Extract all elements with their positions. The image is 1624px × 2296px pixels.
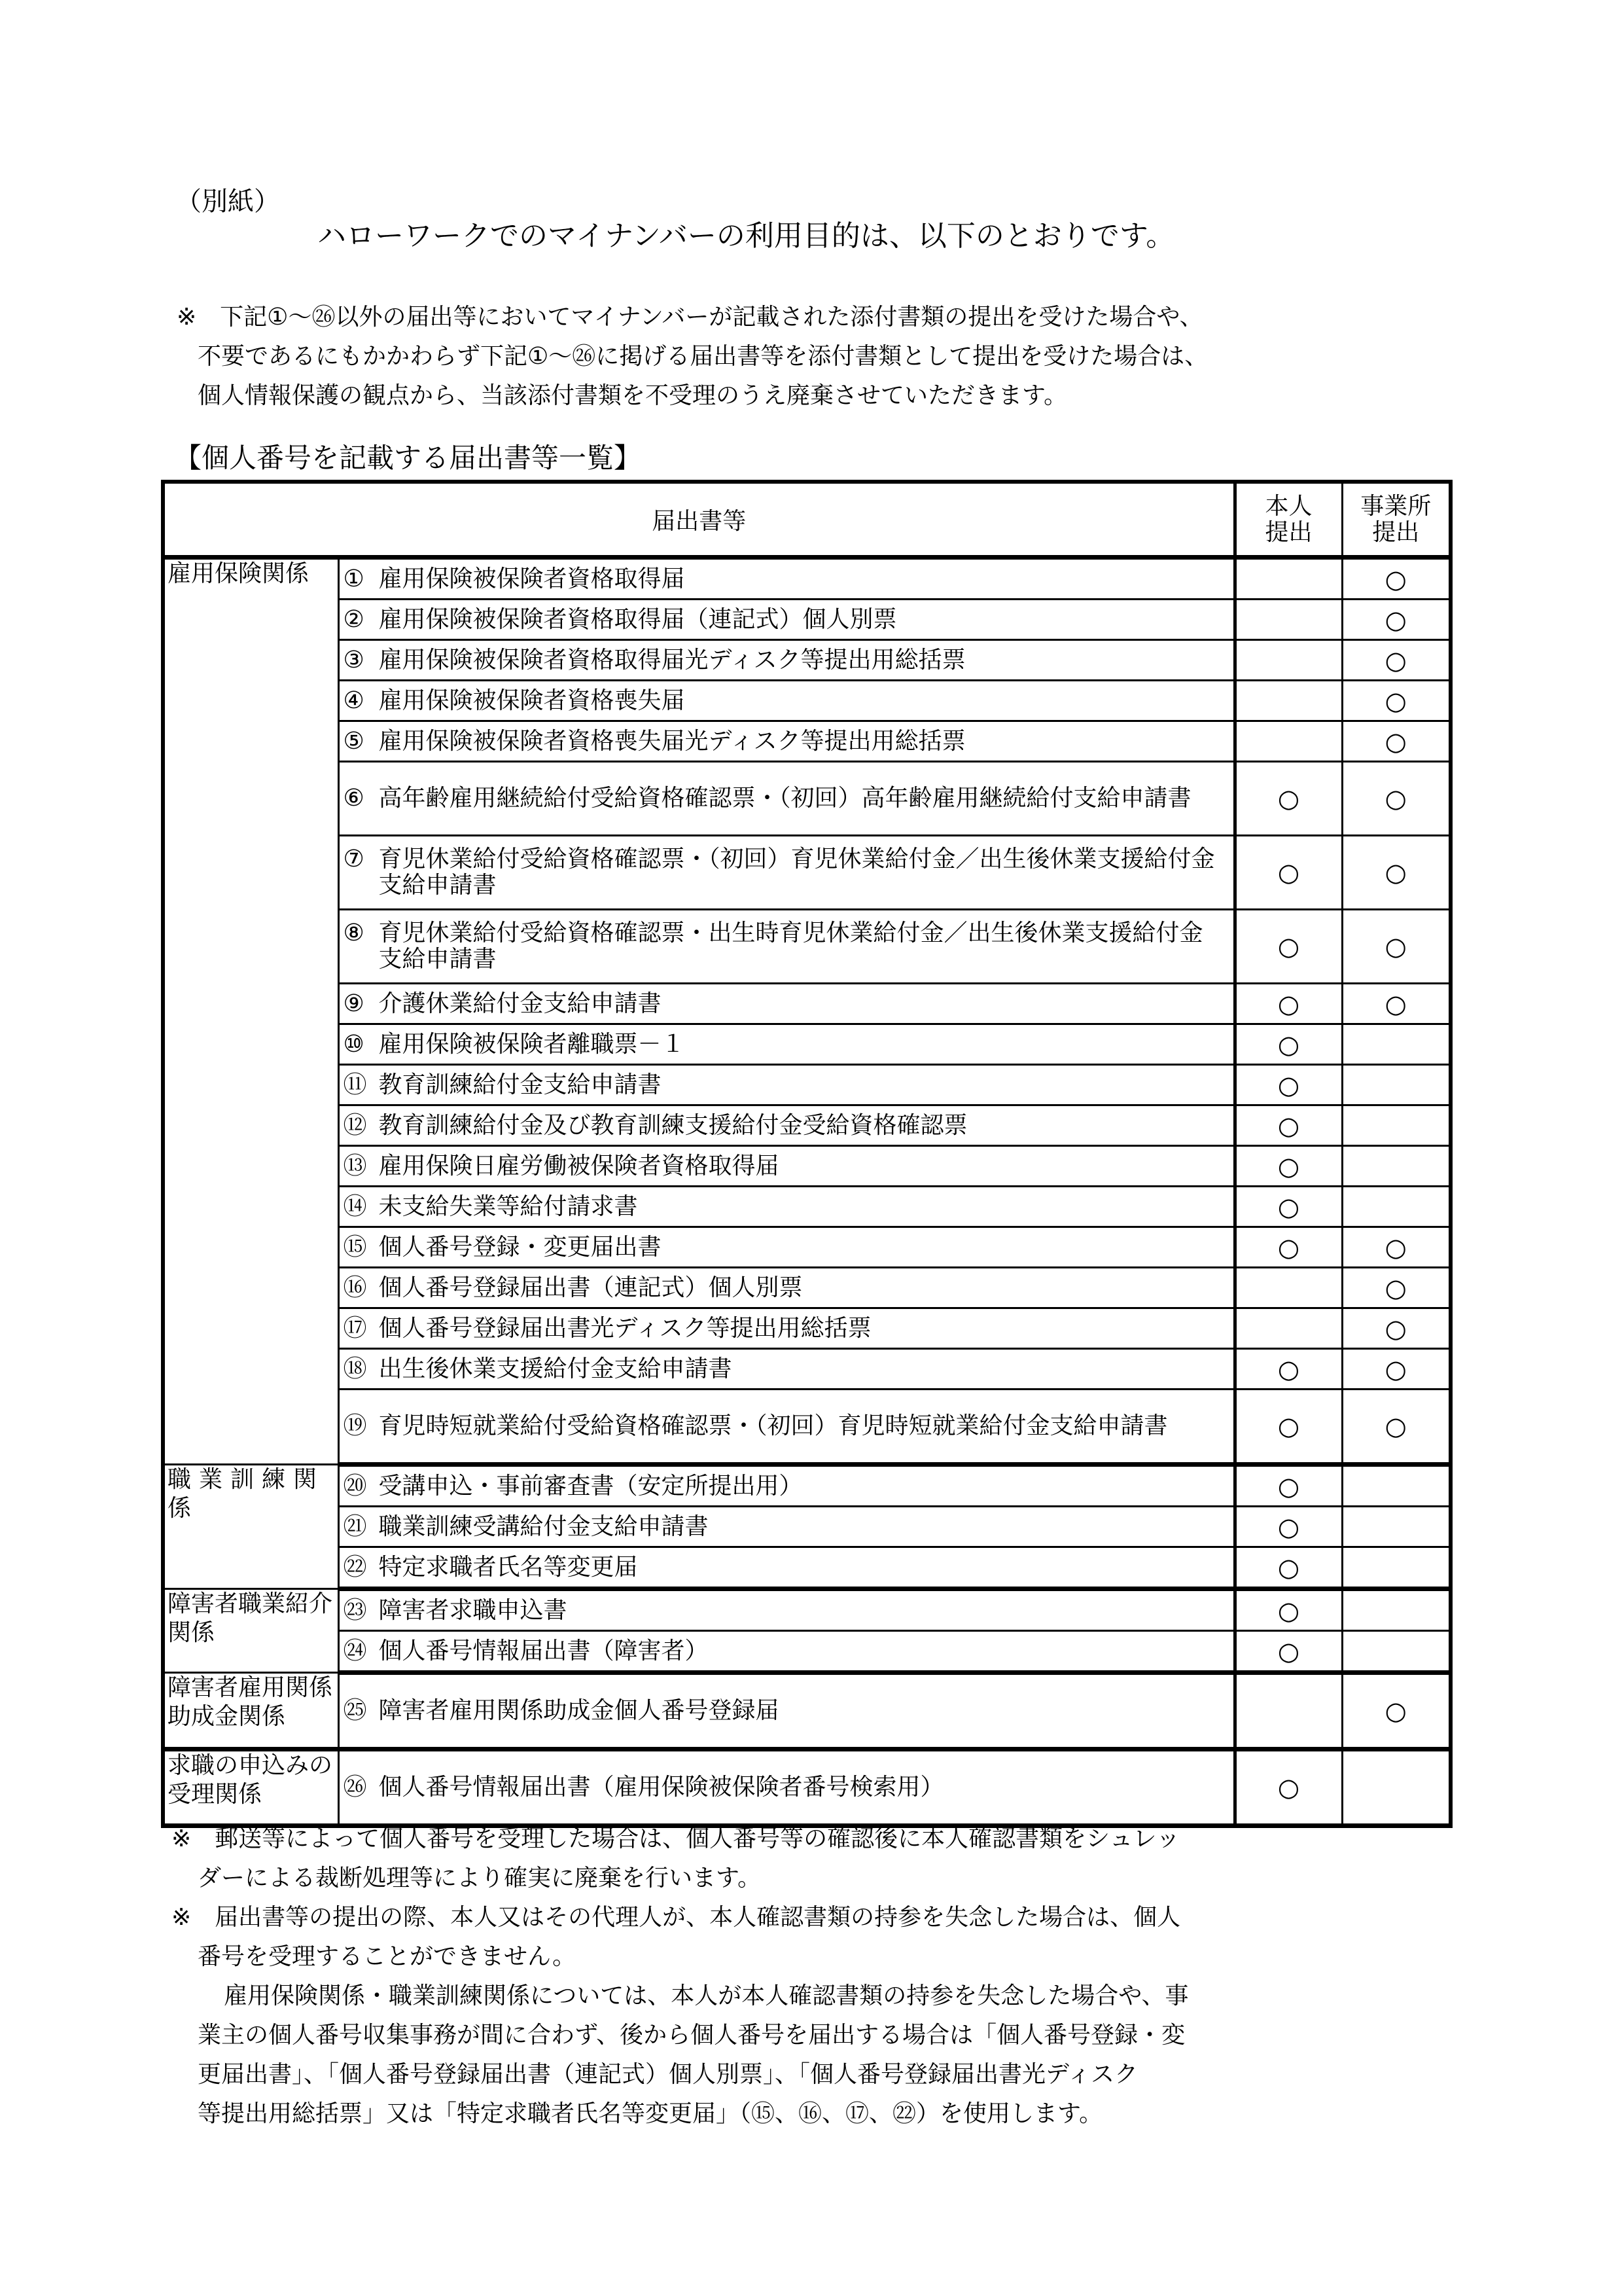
- document-cell: [338, 1065, 1235, 1105]
- employer-submission-mark: [1342, 1465, 1451, 1507]
- document-number: ③: [343, 646, 364, 673]
- document-number: ⑩: [343, 1030, 364, 1058]
- self-submission-mark: ○: [1235, 1631, 1342, 1673]
- employer-submission-mark: ○: [1342, 558, 1451, 600]
- document-number: ⑤: [343, 727, 364, 755]
- self-submission-mark: ○: [1235, 762, 1342, 836]
- self-submission-mark: ○: [1235, 1349, 1342, 1390]
- document-number: ⑲: [343, 1412, 367, 1439]
- document-cell: [338, 558, 1235, 600]
- table-row: [163, 558, 1451, 600]
- employer-submission-mark: ○: [1342, 1308, 1451, 1349]
- document-number: ㉒: [343, 1553, 367, 1581]
- table-row: [163, 1465, 1451, 1507]
- self-submission-mark: [1235, 1268, 1342, 1308]
- document-name: 育児休業給付受給資格確認票・出生時育児休業給付金／出生後休業支援給付金支給申請書: [378, 920, 1203, 973]
- table-row: [163, 1390, 1451, 1465]
- employer-submission-mark: [1342, 1507, 1451, 1547]
- self-submission-mark: [1235, 721, 1342, 762]
- document-name: 介護休業給付金支給申請書: [378, 990, 662, 1017]
- employer-submission-mark: ○: [1342, 1673, 1451, 1749]
- employer-submission-mark: ○: [1342, 910, 1451, 984]
- document-cell: [338, 681, 1235, 721]
- document-name: 雇用保険被保険者資格取得届: [378, 565, 685, 592]
- document-number: ②: [343, 605, 364, 633]
- category-label: 雇用保険関係: [168, 560, 309, 587]
- self-submission-mark: ○: [1235, 910, 1342, 984]
- category-cell: [163, 558, 338, 1465]
- self-submission-mark: [1235, 600, 1342, 640]
- document-cell: [338, 1227, 1235, 1268]
- document-name: 受講申込・事前審査書（安定所提出用）: [378, 1472, 803, 1499]
- employer-submission-mark: ○: [1342, 1390, 1451, 1465]
- self-submission-mark: [1235, 681, 1342, 721]
- category-label: 障害者職業紹介関係: [168, 1590, 333, 1646]
- table-row: [163, 1308, 1451, 1349]
- document-number: ①: [343, 565, 364, 592]
- document-cell: [338, 836, 1235, 910]
- document-number: ⑳: [343, 1472, 367, 1499]
- document-name: 雇用保険被保険者資格取得届（連記式）個人別票: [378, 605, 897, 633]
- document-name: 職業訓練受講給付金支給申請書: [378, 1513, 709, 1540]
- table-row: [163, 681, 1451, 721]
- table-row: [163, 1589, 1451, 1631]
- header-self-line1: 本人: [1265, 492, 1313, 520]
- employer-submission-mark: ○: [1342, 1227, 1451, 1268]
- intro-note: [177, 298, 1394, 416]
- category-label: 職業訓練関係: [168, 1466, 325, 1522]
- document-name: 雇用保険被保険者離職票－１: [378, 1030, 685, 1058]
- header-self-line2: 提出: [1265, 518, 1313, 546]
- document-cell: [338, 1390, 1235, 1465]
- document-number: ⑱: [343, 1355, 367, 1382]
- table-header-row: [163, 482, 1451, 558]
- employer-submission-mark: [1342, 1105, 1451, 1146]
- document-number: ⑦: [343, 846, 364, 872]
- footnotes: [171, 1820, 1395, 2134]
- document-name: 個人番号登録届出書光ディスク等提出用総括票: [378, 1314, 872, 1342]
- employer-submission-mark: ○: [1342, 1349, 1451, 1390]
- document-cell: [338, 762, 1235, 836]
- employer-submission-mark: [1342, 1146, 1451, 1187]
- header-employer-line2: 提出: [1372, 518, 1420, 546]
- self-submission-mark: [1235, 1308, 1342, 1349]
- table-row: [163, 600, 1451, 640]
- employer-submission-mark: ○: [1342, 681, 1451, 721]
- document-number: ⑭: [343, 1193, 367, 1220]
- self-submission-mark: [1235, 1673, 1342, 1749]
- self-submission-mark: ○: [1235, 1146, 1342, 1187]
- document-cell: [338, 1187, 1235, 1227]
- employer-submission-mark: [1342, 1024, 1451, 1065]
- document-number: ⑥: [343, 785, 364, 812]
- document-name: 個人番号情報届出書（雇用保険被保険者番号検索用）: [378, 1774, 944, 1801]
- document-number: ㉕: [343, 1697, 367, 1724]
- footnote-line: 業主の個人番号収集事務が間に合わず、後から個人番号を届出する場合は「個人番号登録・変: [198, 2022, 1186, 2049]
- document-name: 雇用保険被保険者資格喪失届光ディスク等提出用総括票: [378, 727, 966, 755]
- document-cell: [338, 1024, 1235, 1065]
- header-documents: 届出書等: [163, 482, 1235, 558]
- document-cell: [338, 1547, 1235, 1589]
- employer-submission-mark: [1342, 1589, 1451, 1631]
- self-submission-mark: ○: [1235, 1547, 1342, 1589]
- footnote-line: ダーによる裁断処理等により確実に廃棄を行います。: [198, 1865, 762, 1892]
- header-employer-submission: [1342, 482, 1451, 558]
- documents-table: [161, 480, 1453, 1828]
- footnote-line: 等提出用総括票」又は「特定求職者氏名等変更届」（⑮、⑯、⑰、㉒）を使用します。: [198, 2100, 1103, 2127]
- document-number: ⑰: [343, 1314, 367, 1342]
- document-name: 育児時短就業給付受給資格確認票・（初回）育児時短就業給付金支給申請書: [378, 1412, 1168, 1439]
- document-cell: [338, 1589, 1235, 1631]
- table-row: [163, 910, 1451, 984]
- table-row: [163, 1146, 1451, 1187]
- document-cell: [338, 1631, 1235, 1673]
- category-cell: [163, 1589, 338, 1673]
- document-name: 特定求職者氏名等変更届: [378, 1553, 638, 1581]
- intro-note-line: ※ 下記①～㉖以外の届出等においてマイナンバーが記載された添付書類の提出を受けた場合や、: [177, 304, 1203, 331]
- document-cell: [338, 1268, 1235, 1308]
- document-name: 教育訓練給付金及び教育訓練支援給付金受給資格確認票: [378, 1111, 968, 1139]
- annex-label: （別紙）: [175, 187, 280, 217]
- employer-submission-mark: ○: [1342, 762, 1451, 836]
- document-cell: [338, 1465, 1235, 1507]
- document-cell: [338, 600, 1235, 640]
- document-cell: [338, 1673, 1235, 1749]
- document-name: 高年齢雇用継続給付受給資格確認票・（初回）高年齢雇用継続給付支給申請書: [378, 785, 1192, 812]
- self-submission-mark: ○: [1235, 1187, 1342, 1227]
- document-number: ㉑: [343, 1513, 367, 1540]
- document-cell: [338, 1749, 1235, 1826]
- table-row: [163, 1547, 1451, 1589]
- table-row: [163, 984, 1451, 1024]
- self-submission-mark: ○: [1235, 1465, 1342, 1507]
- header-employer-line1: 事業所: [1360, 492, 1432, 520]
- document-number: ㉓: [343, 1596, 367, 1624]
- document-number: ④: [343, 687, 364, 714]
- document-name: 個人番号情報届出書（障害者）: [378, 1637, 709, 1664]
- footnote-line: 雇用保険関係・職業訓練関係については、本人が本人確認書類の持参を失念した場合や、事: [224, 1982, 1189, 2009]
- self-submission-mark: [1235, 558, 1342, 600]
- document-cell: [338, 1308, 1235, 1349]
- employer-submission-mark: ○: [1342, 600, 1451, 640]
- document-number: ㉖: [343, 1774, 367, 1801]
- employer-submission-mark: [1342, 1187, 1451, 1227]
- document-cell: [338, 721, 1235, 762]
- document-number: ⑨: [343, 990, 364, 1017]
- self-submission-mark: ○: [1235, 1024, 1342, 1065]
- section-title: 【個人番号を記載する届出書等一覧】: [174, 442, 642, 474]
- employer-submission-mark: ○: [1342, 721, 1451, 762]
- self-submission-mark: ○: [1235, 1589, 1342, 1631]
- self-submission-mark: [1235, 640, 1342, 681]
- table-row: [163, 1024, 1451, 1065]
- table-row: [163, 1105, 1451, 1146]
- document-name: 個人番号登録・変更届出書: [378, 1233, 662, 1261]
- document-number: ⑬: [343, 1152, 367, 1179]
- table-row: [163, 1187, 1451, 1227]
- self-submission-mark: ○: [1235, 1390, 1342, 1465]
- document-name: 未支給失業等給付請求書: [378, 1193, 638, 1220]
- document-cell: [338, 1146, 1235, 1187]
- intro-note-line: 個人情報保護の観点から、当該添付書類を不受理のうえ廃棄させていただきます。: [198, 382, 1068, 409]
- footnote-line: 番号を受理することができません。: [198, 1943, 576, 1970]
- table-row: [163, 1631, 1451, 1673]
- document-name: 育児休業給付受給資格確認票・（初回）育児休業給付金／出生後休業支援給付金支給申請書: [378, 846, 1215, 899]
- table-row: [163, 1268, 1451, 1308]
- document-name: 雇用保険日雇労働被保険者資格取得届: [378, 1152, 779, 1179]
- document-number: ⑧: [343, 920, 364, 946]
- footnote-line: ※ 届出書等の提出の際、本人又はその代理人が、本人確認書類の持参を失念した場合は、個人: [171, 1904, 1181, 1931]
- employer-submission-mark: [1342, 1749, 1451, 1826]
- document-cell: [338, 1507, 1235, 1547]
- category-label: 求職の申込みの受理関係: [168, 1752, 333, 1808]
- category-label: 障害者雇用関係助成金関係: [168, 1674, 333, 1730]
- table-row: [163, 1065, 1451, 1105]
- category-cell: [163, 1465, 338, 1589]
- document-cell: [338, 640, 1235, 681]
- document-number: ⑮: [343, 1233, 367, 1261]
- page-title: ハローワークでのマイナンバーの利用目的は、以下のとおりです。: [317, 219, 1175, 253]
- self-submission-mark: ○: [1235, 1507, 1342, 1547]
- self-submission-mark: ○: [1235, 1227, 1342, 1268]
- document-number: ⑫: [343, 1111, 367, 1139]
- table-row: [163, 1227, 1451, 1268]
- table-row: [163, 1507, 1451, 1547]
- footnote-line: ※ 郵送等によって個人番号を受理した場合は、個人番号等の確認後に本人確認書類をシュレッ: [171, 1825, 1180, 1852]
- document-cell: [338, 910, 1235, 984]
- document-number: ㉔: [343, 1637, 367, 1664]
- table-row: [163, 836, 1451, 910]
- table-row: [163, 640, 1451, 681]
- self-submission-mark: ○: [1235, 836, 1342, 910]
- employer-submission-mark: ○: [1342, 1268, 1451, 1308]
- table-row: [163, 1349, 1451, 1390]
- employer-submission-mark: ○: [1342, 984, 1451, 1024]
- document-cell: [338, 984, 1235, 1024]
- intro-note-line: 不要であるにもかかわらず下記①～㉖に掲げる届出書等を添付書類として提出を受けた場合は、: [198, 343, 1209, 370]
- table-row: [163, 721, 1451, 762]
- document-number: ⑪: [343, 1071, 367, 1098]
- category-cell: [163, 1673, 338, 1749]
- employer-submission-mark: [1342, 1631, 1451, 1673]
- self-submission-mark: ○: [1235, 1065, 1342, 1105]
- employer-submission-mark: ○: [1342, 836, 1451, 910]
- category-cell: [163, 1749, 338, 1826]
- document-name: 出生後休業支援給付金支給申請書: [378, 1355, 732, 1382]
- self-submission-mark: ○: [1235, 1105, 1342, 1146]
- self-submission-mark: ○: [1235, 1749, 1342, 1826]
- table-row: [163, 1749, 1451, 1826]
- document-number: ⑯: [343, 1274, 367, 1301]
- document-name: 障害者雇用関係助成金個人番号登録届: [378, 1697, 779, 1724]
- document-name: 個人番号登録届出書（連記式）個人別票: [378, 1274, 803, 1301]
- employer-submission-mark: ○: [1342, 640, 1451, 681]
- document-name: 教育訓練給付金支給申請書: [378, 1071, 662, 1098]
- footnote-line: 更届出書」、「個人番号登録届出書（連記式）個人別票」、「個人番号登録届出書光ディスク: [198, 2061, 1139, 2088]
- table-row: [163, 1673, 1451, 1749]
- document-cell: [338, 1105, 1235, 1146]
- document-name: 雇用保険被保険者資格喪失届: [378, 687, 685, 714]
- header-self-submission: [1235, 482, 1342, 558]
- table-row: [163, 762, 1451, 836]
- document-name: 障害者求職申込書: [378, 1596, 567, 1624]
- employer-submission-mark: [1342, 1547, 1451, 1589]
- document-cell: [338, 1349, 1235, 1390]
- self-submission-mark: ○: [1235, 984, 1342, 1024]
- employer-submission-mark: [1342, 1065, 1451, 1105]
- document-name: 雇用保険被保険者資格取得届光ディスク等提出用総括票: [378, 646, 966, 673]
